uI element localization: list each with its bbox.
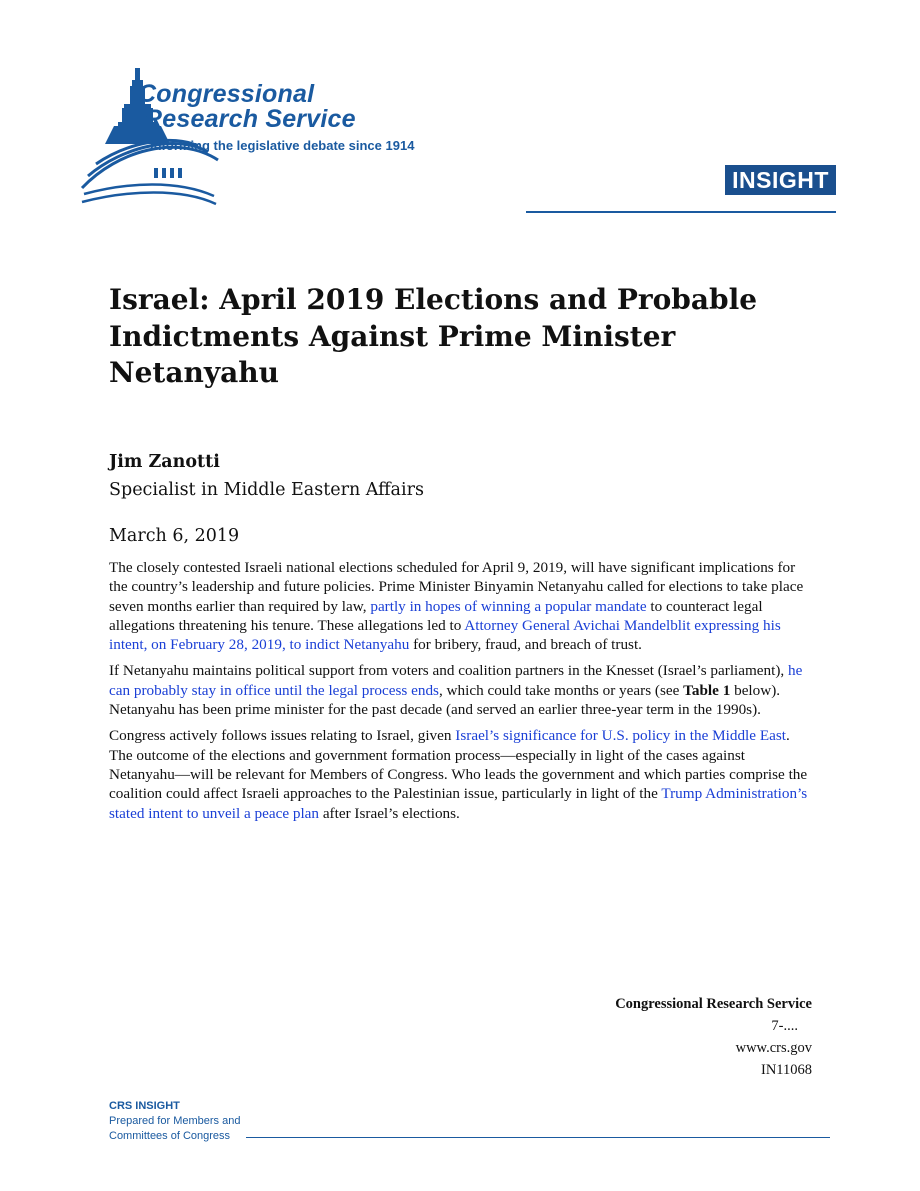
report-date: March 6, 2019 bbox=[109, 526, 240, 546]
footer-crs-insight: CRS INSIGHT bbox=[109, 1100, 180, 1112]
link-stay-in-office[interactable]: he can probably stay in office until the legal process ends bbox=[109, 662, 803, 699]
link-attorney-general[interactable]: Attorney General Avichai Mandelblit expressing his intent, on February 28, 2019, to indict Netanyahu bbox=[109, 616, 781, 654]
footer-prepared-line2: Committees of Congress bbox=[109, 1130, 231, 1142]
crs-insight-footer bbox=[109, 1099, 240, 1144]
footer-website[interactable]: www.crs.gov bbox=[735, 1040, 812, 1056]
report-body bbox=[109, 558, 812, 830]
footer-info bbox=[615, 993, 812, 1081]
text-run: The closely contested Israeli national elections scheduled for April 9, 2019, will have significant implications for the country’s leadership and future policies. Prime Minister Binyamin Netanyahu called for elections to take place seven months earlier than required by law, bbox=[109, 559, 804, 615]
author-role: Specialist in Middle Eastern Affairs bbox=[109, 480, 424, 500]
paragraph-3 bbox=[109, 726, 812, 822]
text-run: . The outcome of the elections and government formation process—especially in light of the cases against Netanyahu—will be relevant for Members of Congress. Who leads the government and which parties comprise the coalition could affect Israeli approaches to the Palestinian issue, particularly in light of the bbox=[109, 727, 808, 803]
text-run: Congress actively follows issues relating to Israel, given bbox=[109, 727, 456, 745]
report-title: Israel: April 2019 Elections and Probable Indictments Against Prime Minister Netanyahu bbox=[109, 283, 758, 389]
org-tagline: Informing the legislative debate since 1914 bbox=[150, 138, 415, 153]
footer-org: Congressional Research Service bbox=[615, 996, 812, 1012]
footer-report-id: IN11068 bbox=[760, 1062, 812, 1078]
text-run: , which could take months or years (see bbox=[438, 681, 684, 699]
header-rule bbox=[526, 211, 836, 213]
footer-rule bbox=[246, 1137, 830, 1138]
text-run: below). Netanyahu has been prime minister for the past decade (and served an earlier three-year term in the 1990s). bbox=[109, 681, 781, 719]
link-israel-significance[interactable]: Israel’s significance for U.S. policy in the Middle East bbox=[455, 727, 786, 745]
table-reference: Table 1 bbox=[683, 681, 731, 699]
text-run: to counteract legal allegations threatening his tenure. These allegations led to bbox=[109, 597, 763, 634]
paragraph-1 bbox=[109, 558, 812, 654]
footer-doc-code: 7-.... bbox=[771, 1018, 798, 1034]
text-run: If Netanyahu maintains political support from voters and coalition partners in the Knesset (Israel’s parliament), bbox=[109, 662, 789, 680]
text-run: after Israel’s elections. bbox=[319, 804, 460, 822]
link-popular-mandate[interactable]: partly in hopes of winning a popular mandate bbox=[370, 597, 647, 615]
text-run: for bribery, fraud, and breach of trust. bbox=[409, 636, 642, 654]
link-peace-plan[interactable]: Trump Administration’s stated intent to unveil a peace plan bbox=[109, 785, 808, 822]
paragraph-2 bbox=[109, 661, 812, 719]
org-name-line1: Congressional bbox=[138, 80, 315, 108]
org-name-line2: Research Service bbox=[144, 105, 356, 133]
footer-prepared-line1: Prepared for Members and bbox=[109, 1115, 241, 1127]
author-name: Jim Zanotti bbox=[109, 452, 220, 472]
insight-badge: INSIGHT bbox=[725, 165, 836, 195]
